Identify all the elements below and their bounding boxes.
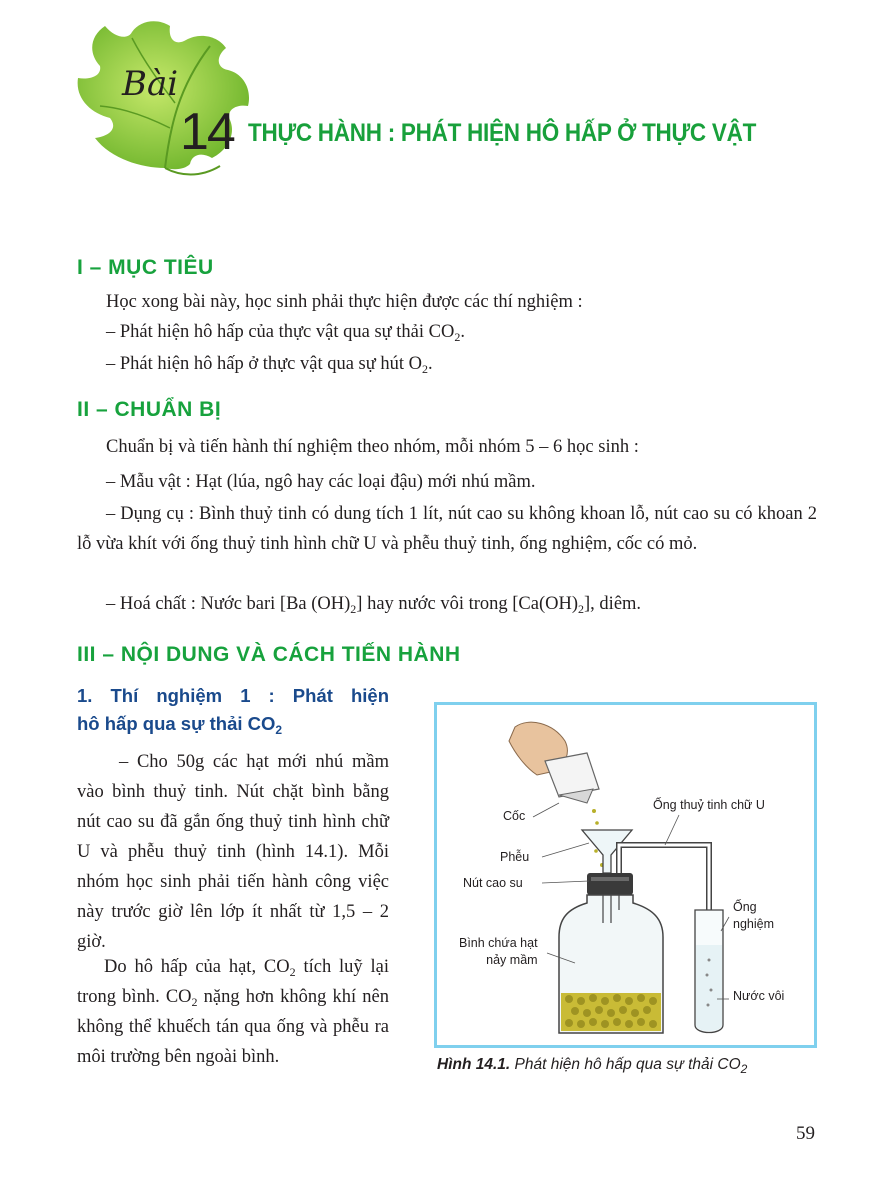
rubber-stopper-illustration <box>587 873 633 895</box>
figure-caption: Hình 14.1. Phát hiện hô hấp qua sự thải $CO_2$ <box>437 1056 748 1076</box>
experiment-1-title: 1. Thí nghiệm 1 : Phát hiện hô hấp qua sự thải $CO_2$ <box>77 685 389 737</box>
preparation-tools: – Dụng cụ : Bình thuỷ tinh có dung tích 1 lít, nút cao su không khoan lỗ, nút cao su có khoan 2 lỗ vừa khít với ống thuỷ tinh hình chữ U và phễu thuỷ tinh, ống nghiệm, cốc có mỏ. <box>77 504 817 554</box>
objective-item-2: – Phát hiện hô hấp ở thực vật qua sự hút $O_2$. <box>106 354 433 376</box>
page-number: 59 <box>796 1123 815 1144</box>
experiment-1-paragraph-2: Do hô hấp của hạt, $CO_2$ tích luỹ lại trong bình. $CO_2$ nặng hơn không khí nên không thể khuếch tán qua ống và phễu ra môi trường bên ngoài bình. <box>77 957 389 1067</box>
label-u-tube: Ống thuỷ tinh chữ U <box>653 798 765 812</box>
preparation-intro: Chuẩn bị và tiến hành thí nghiệm theo nhóm, mỗi nhóm 5 – 6 học sinh : <box>106 437 639 457</box>
funnel-illustration <box>582 830 632 873</box>
label-limewater: Nước vôi <box>733 989 785 1003</box>
preparation-chemicals: – Hoá chất : Nước bari [Ba $(OH)_2$] hay nước vôi trong $[Ca(OH)_2]$, diêm. <box>106 594 642 616</box>
label-funnel: Phễu <box>500 850 530 864</box>
page-title: THỰC HÀNH : PHÁT HIỆN HÔ HẤP Ở THỰC VẬT <box>248 119 757 147</box>
label-jar: Bình chứa hạt nảy mầm <box>459 936 538 967</box>
lesson-word: Bài <box>122 64 179 104</box>
label-cup: Cốc <box>503 809 526 823</box>
objective-item-1: – Phát hiện hô hấp của thực vật qua sự thải $CO_2$. <box>106 322 465 344</box>
label-stopper: Nút cao su <box>463 876 523 890</box>
section-heading-procedure: III – NỘI DUNG VÀ CÁCH TIẾN HÀNH <box>77 643 461 666</box>
figure-14-1 <box>434 702 817 1048</box>
section-heading-preparation: II – CHUẨN BỊ <box>77 398 222 421</box>
preparation-specimen: – Mẫu vật : Hạt (lúa, ngô hay các loại đậu) mới nhú mầm. <box>106 472 536 492</box>
lesson-header <box>70 18 830 193</box>
section-heading-objectives: I – MỤC TIÊU <box>77 256 214 279</box>
label-test-tube: Ống nghiệm <box>733 900 774 931</box>
objectives-intro: Học xong bài này, học sinh phải thực hiện được các thí nghiệm : <box>106 292 583 312</box>
experiment-1-paragraph-1: – Cho 50g các hạt mới nhú mầm vào bình thuỷ tinh. Nút chặt bình bằng nút cao su đã gắn ống thuỷ tinh hình chữ U và phễu thuỷ tinh (hình 14.1). Mỗi nhóm học sinh phải tiến hành công việc này trước giờ lên lớp ít nhất từ 1,5 – 2 giờ. <box>77 752 389 952</box>
lesson-number: 14 <box>180 103 234 161</box>
